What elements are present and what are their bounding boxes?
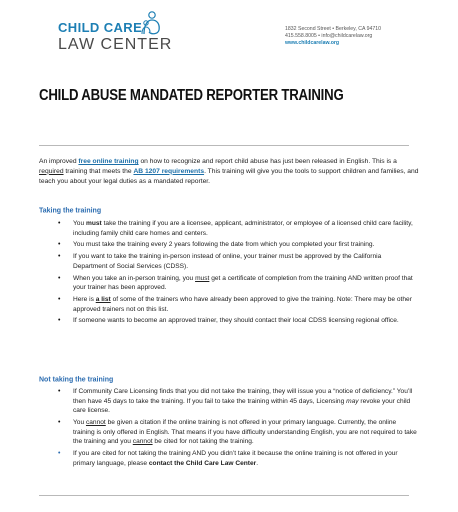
trainer-list-link[interactable]: a list [95, 295, 111, 303]
address-street: 1832 Second Street • Berkeley, CA 94710 [285, 26, 382, 32]
item-text: You [73, 220, 86, 227]
bullet-icon: • [58, 220, 61, 227]
child-care-law-center-logo [58, 10, 228, 62]
item-text: When you take an in-person training, you [73, 274, 196, 282]
list-item [39, 219, 417, 238]
address-block [285, 26, 445, 47]
item-emphasis: must [85, 220, 102, 227]
taking-training-list [39, 219, 417, 328]
page-title: CHILD ABUSE MANDATED REPORTER TRAINING [39, 86, 344, 104]
list-item [39, 418, 417, 447]
item-text: If someone wants to become an approved trainer, they should contact their local CDSS licensing regional office. [73, 317, 399, 325]
item-text: be given a citation if the online training is not offered in your primary language. Currently, the online training is only offered in English. That means if you have difficulty understanding English, you are not required to take the training and you [73, 418, 417, 446]
item-emphasis: must [195, 274, 210, 282]
item-text: . [256, 459, 259, 467]
top-divider [39, 145, 409, 146]
family-logo-icon [134, 10, 162, 36]
item-emphasis: cannot [85, 418, 106, 426]
bullet-icon: • [58, 253, 61, 261]
bullet-icon: • [58, 449, 61, 457]
website-link[interactable]: www.childcarelaw.org [285, 40, 340, 46]
bullet-icon: • [58, 241, 61, 249]
bottom-divider [39, 495, 409, 496]
list-item [39, 387, 417, 416]
item-text: take the training if you are a licensee, applicant, administrator, or employee of a licensed child care facility, including family child care homes and centers. [73, 220, 413, 237]
contact-link[interactable]: contact the Child Care Law Center [148, 459, 257, 467]
address-contact: 415.558.8005 • info@childcarelaw.org [285, 33, 373, 39]
item-text: If you want to take the training in-person instead of online, your trainer must be approved by the California Department of Social Services (CDSS). [73, 253, 382, 270]
intro-text-3: training that meets the [63, 167, 134, 175]
item-text: get a certificate of completion from the training AND written proof that your trainer has been approved. [73, 274, 413, 292]
intro-text-4: . This training will give you the tools to support children and families, and teach you about your legal duties as a mandated reporter. [39, 167, 419, 185]
free-online-training-link[interactable]: free online training [78, 158, 139, 165]
list-item [39, 252, 417, 271]
list-item [39, 295, 417, 314]
bullet-icon: • [58, 274, 61, 282]
item-text: You must take the training every 2 years following the date from which you completed your first training. [73, 241, 375, 249]
intro-text-1: An improved [39, 158, 79, 165]
section-heading-not-taking-training: Not taking the training [39, 376, 114, 384]
bullet-icon: • [58, 317, 61, 325]
bullet-icon: • [58, 418, 61, 426]
logo-line-2: LAW CENTER [58, 36, 173, 53]
bullet-icon: • [58, 295, 61, 303]
item-text: If you are cited for not taking the training AND you didn’t take it because the online training is not offered in your primary language, please [73, 449, 398, 467]
item-text: You [73, 418, 86, 426]
bullet-icon: • [58, 388, 61, 395]
item-text: of some of the trainers who have already been approved to give the training. Note: There may be other approved trainers not on this list. [73, 295, 412, 313]
item-text: Here is [73, 295, 96, 303]
not-taking-training-list [39, 387, 417, 470]
logo-line-1: CHILD CARE [58, 20, 143, 35]
list-item [39, 240, 417, 250]
ab-1207-requirements-link[interactable]: AB 1207 requirements [133, 167, 205, 175]
list-item [39, 316, 417, 326]
list-item [39, 449, 417, 468]
item-emphasis: may [346, 397, 359, 405]
required-emphasis: required [39, 167, 64, 175]
intro-paragraph [39, 157, 419, 186]
list-item [39, 274, 417, 293]
section-heading-taking-training: Taking the training [39, 207, 102, 215]
item-text: If Community Care Licensing finds that you did not take the training, they will issue you a “notice of deficiency.” You’ll then have 45 days to take the training. If you fail to take the training within 45 days, Licensing [73, 388, 413, 405]
intro-text-2: on how to recognize and report child abuse has just been released in English. This is a [138, 158, 397, 165]
item-emphasis: cannot [132, 438, 153, 446]
item-text: revoke your child care license. [73, 397, 411, 415]
item-text: be cited for not taking the training. [152, 438, 254, 446]
